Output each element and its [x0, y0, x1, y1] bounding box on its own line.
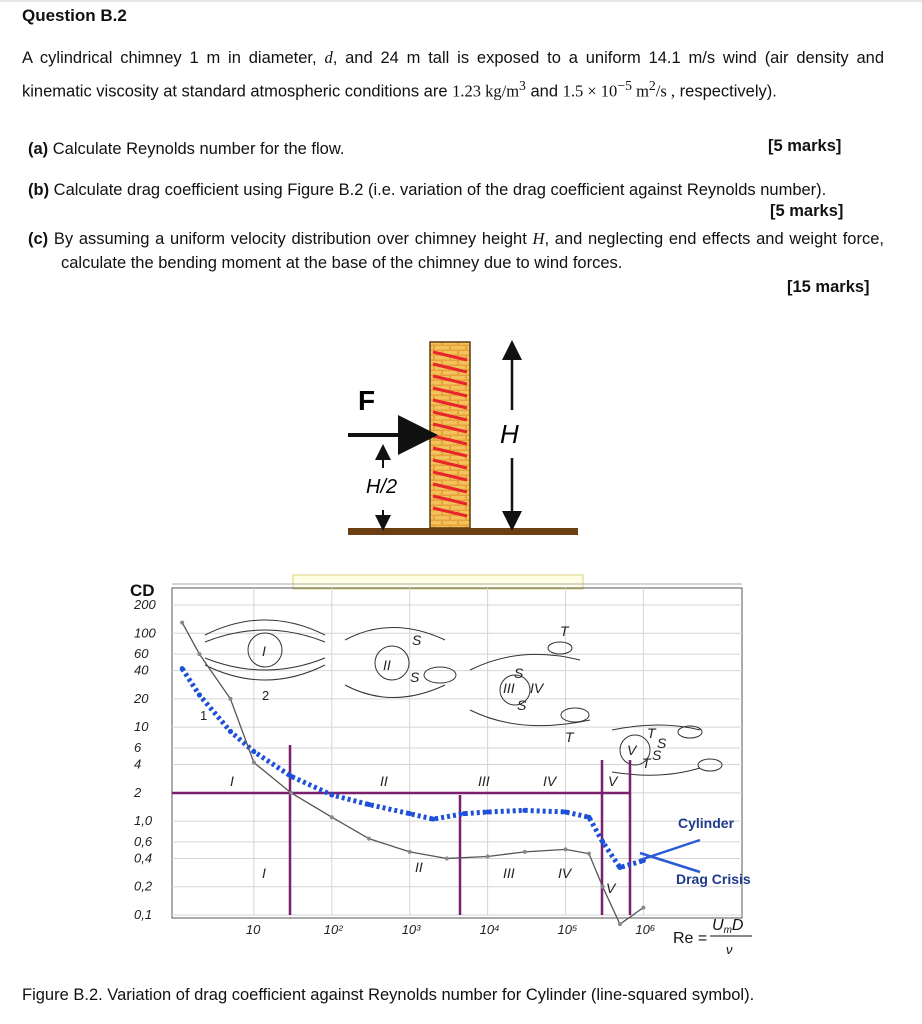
sphere-data-point — [408, 850, 412, 854]
sketch-label-3: S — [412, 632, 422, 648]
sketch-label-4: S — [410, 669, 420, 685]
part-a: (a) Calculate Reynolds number for the flow. — [28, 140, 345, 158]
sketch-label-1: I — [262, 643, 266, 659]
cylinder-data-point — [366, 802, 371, 807]
svg-text:ν: ν — [726, 942, 733, 957]
y-tick-label: 20 — [134, 690, 149, 706]
sketch-label-2: II — [383, 657, 391, 673]
part-b: (b) Calculate drag coefficient using Figure B.2 (i.e. variation of the drag coefficient against Reynolds number). — [28, 181, 827, 199]
regime-upper-1: I — [230, 773, 234, 789]
y-tick-label: 100 — [134, 625, 156, 641]
sketch-label-9: T — [560, 623, 569, 639]
y-tick-label: 0,6 — [134, 833, 153, 849]
sketch-label-6: IV — [530, 680, 544, 696]
sphere-data-point — [587, 852, 591, 856]
part-a-marks: [5 marks] — [768, 137, 842, 155]
figure-caption: Figure B.2. Variation of drag coefficient against Reynolds number for Cylinder (line-squared symbol). — [22, 986, 755, 1004]
drag-coefficient-chart — [0, 560, 922, 980]
x-tick-label: 10⁴ — [479, 922, 500, 937]
force-label: F — [358, 385, 376, 416]
chart-header-box — [293, 575, 583, 589]
sphere-data-point — [330, 815, 334, 819]
question-intro: A cylindrical chimney 1 m in diameter, d, and 24 m tall is exposed to a uniform 14.1 m/s wind (air density and kinematic viscosity at standard atmospheric conditions are 1.23 $kg/m^3$ and $1.5 \times 10^{-5}$ $m^2/s$ , respectively). — [22, 48, 884, 101]
part-b-marks: [5 marks] — [770, 202, 844, 220]
cylinder-data-point — [431, 817, 436, 822]
cylinder-data-point — [600, 839, 605, 844]
y-tick-label: 10 — [134, 719, 149, 735]
cylinder-data-point — [617, 865, 622, 870]
sketch-label-13: S — [657, 735, 667, 751]
annotation-arrow-crisis — [640, 853, 700, 872]
y-tick-label: 0,1 — [134, 907, 153, 922]
cylinder-data-point — [563, 809, 568, 814]
sketch-label-14: T — [642, 755, 651, 771]
sphere-data-point — [197, 652, 201, 656]
sphere-data-point — [618, 922, 622, 926]
curve-label-1: 1 — [200, 708, 208, 723]
question-title: Question B.2 — [22, 6, 127, 25]
cylinder-data-point — [407, 811, 412, 816]
top-border — [0, 0, 922, 2]
x-tick-label: 10² — [323, 922, 343, 937]
y-axis-title: CD — [130, 581, 155, 600]
sphere-data-point — [523, 850, 527, 854]
regime-lower-2: II — [415, 859, 423, 875]
sketch-label-10: T — [565, 729, 574, 745]
series-sphere-line — [182, 623, 643, 925]
annotation-cylinder: Cylinder — [678, 815, 735, 831]
sphere-data-point — [367, 837, 371, 841]
cylinder-data-point — [329, 792, 334, 797]
regime-upper-2: II — [380, 773, 388, 789]
cylinder-data-point — [289, 774, 294, 779]
curve-label-2: 2 — [262, 688, 270, 703]
regime-lower-5: V — [606, 880, 616, 896]
height-label: H — [500, 419, 519, 449]
y-tick-label: 200 — [134, 597, 156, 612]
cylinder-data-point — [485, 809, 490, 814]
cylinder-data-point — [586, 815, 591, 820]
y-tick-label: 4 — [134, 756, 142, 772]
cylinder-data-point — [522, 808, 527, 813]
y-tick-label: 2 — [134, 784, 142, 800]
svg-text:Re =: Re = — [673, 930, 708, 947]
regime-lower-1: I — [262, 865, 266, 881]
cylinder-data-point — [228, 729, 233, 734]
cylinder-data-point — [462, 811, 467, 816]
part-c: (c) By assuming a uniform velocity distribution over chimney height H, and neglecting end effects and weight force, calculate the bending moment at the base of the chimney due to wind forces. — [28, 229, 884, 272]
half-height-label: H/2 — [366, 476, 398, 498]
sketch-label-12: T — [647, 725, 656, 741]
flow-sketch-regime-2 — [345, 628, 456, 698]
sphere-data-point — [486, 854, 490, 858]
y-tick-label: 40 — [134, 662, 149, 678]
x-axis-title — [673, 917, 752, 957]
sphere-data-point — [289, 791, 293, 795]
y-tick-label: 60 — [134, 646, 149, 662]
part-c-marks: [15 marks] — [787, 278, 870, 296]
y-tick-label: 1,0 — [134, 813, 153, 829]
d-symbol: d — [324, 48, 333, 67]
sphere-data-point — [564, 847, 568, 851]
purple-reference-lines — [172, 745, 630, 915]
sketch-label-8: S — [517, 697, 527, 713]
sphere-data-point — [252, 761, 256, 765]
cylinder-data-point — [197, 693, 202, 698]
regime-upper-5: V — [608, 773, 618, 789]
sphere-data-point — [641, 906, 645, 910]
regime-upper-3: III — [478, 773, 490, 789]
ground — [348, 528, 578, 535]
x-tick-label: 10 — [245, 922, 261, 937]
x-tick-label: 10³ — [401, 922, 421, 937]
sphere-data-point — [601, 885, 605, 889]
regime-lower-4: IV — [558, 865, 572, 881]
y-tick-label: 6 — [134, 740, 142, 756]
sphere-data-point — [228, 697, 232, 701]
chimney-figure — [330, 330, 590, 545]
x-tick-label: 10⁵ — [557, 922, 578, 937]
regime-lower-3: III — [503, 865, 515, 881]
sketch-label-15: S — [652, 747, 662, 763]
sphere-data-point — [180, 621, 184, 625]
svg-text:UmD: UmD — [712, 917, 744, 936]
x-tick-label: 10⁶ — [635, 922, 656, 937]
sketch-label-5: III — [503, 680, 515, 696]
y-tick-label: 0,2 — [134, 878, 153, 894]
y-tick-label: 0,4 — [134, 850, 153, 866]
sketch-label-7: S — [514, 665, 524, 681]
cylinder-data-point — [180, 666, 185, 671]
sketch-label-11: V — [627, 742, 637, 758]
cylinder-data-point — [251, 749, 256, 754]
annotation-drag-crisis: Drag Crisis — [676, 871, 751, 887]
regime-upper-4: IV — [543, 773, 557, 789]
sphere-data-point — [445, 856, 449, 860]
